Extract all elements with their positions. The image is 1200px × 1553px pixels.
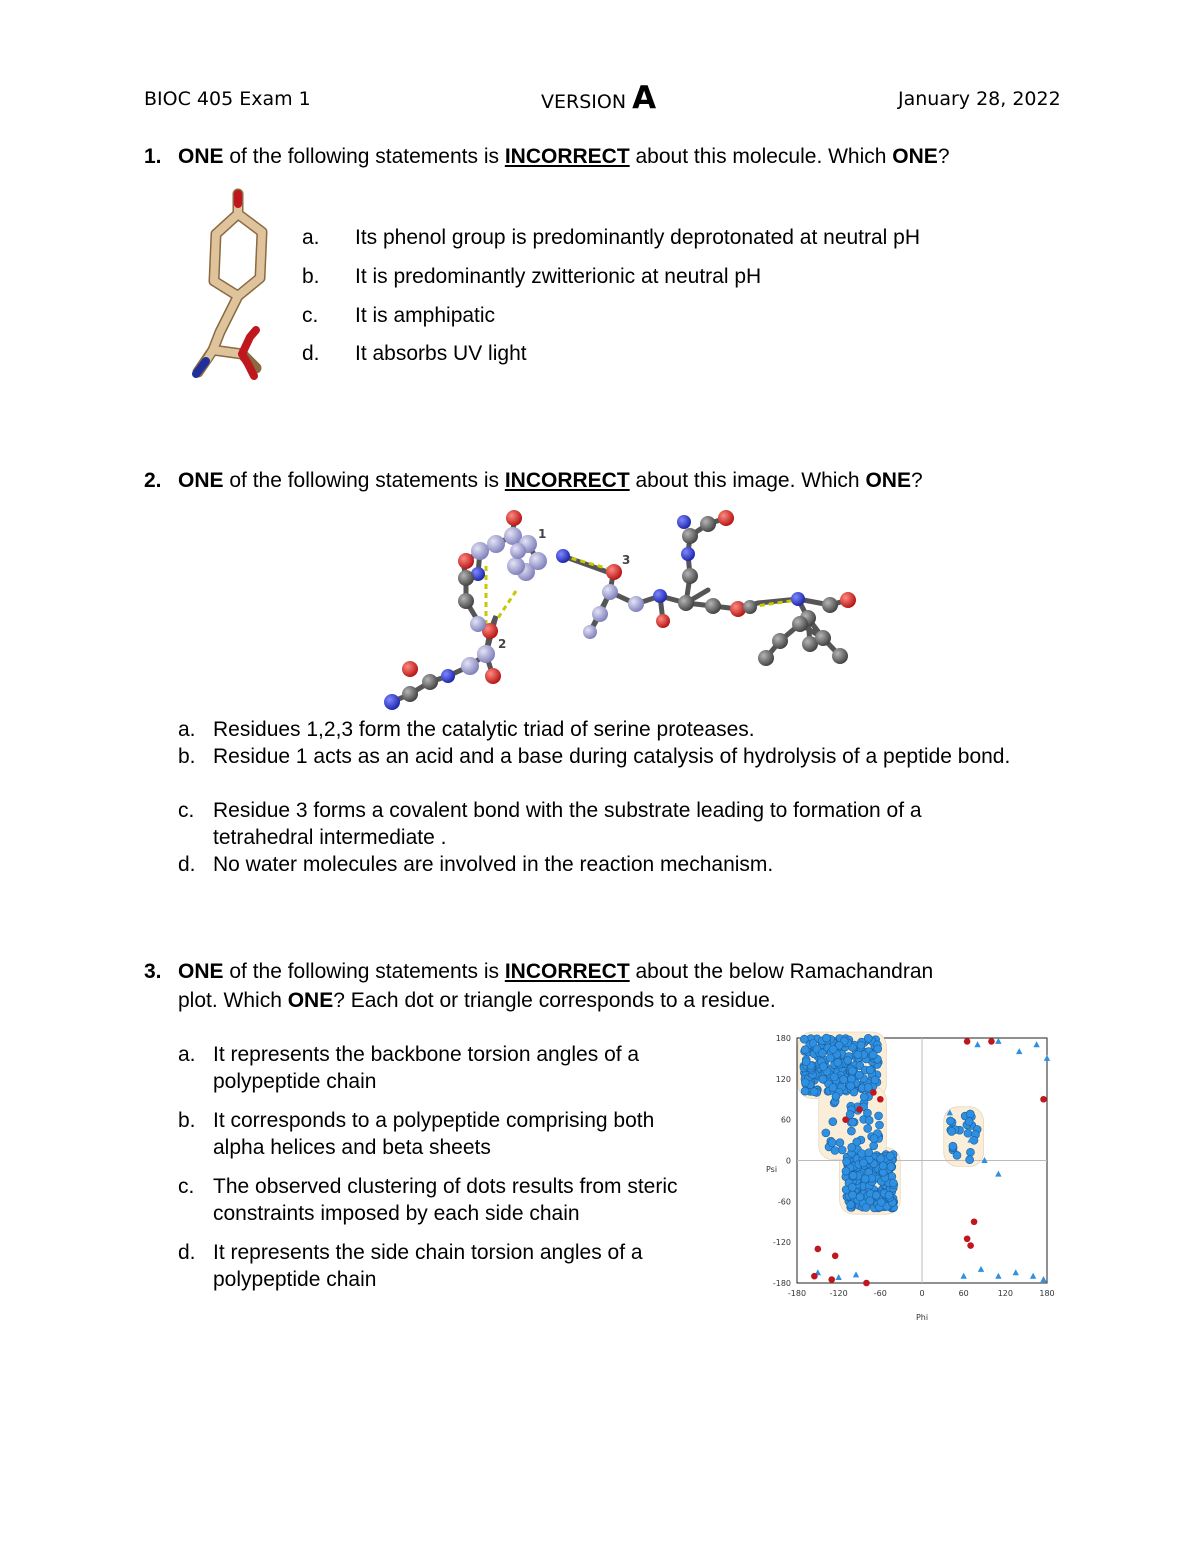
residue-point [966,1156,974,1164]
residue-point [822,1129,830,1137]
residue-point [829,1084,837,1092]
outlier-point [842,1116,849,1123]
stem-text: ? [937,145,950,168]
option-letter: b. [302,265,320,288]
emphasis-incorrect: INCORRECT [504,145,630,168]
residue-point [953,1151,961,1159]
residue-point [857,1041,865,1049]
residue-point [885,1191,893,1199]
option-letter: b. [178,1109,196,1132]
q2-option-d[interactable] [178,851,1058,878]
residue-point [875,1121,883,1129]
residue-point [946,1117,954,1125]
catalytic-triad-image [378,506,868,711]
residue-point [847,1082,855,1090]
emphasis-one: ONE [892,145,938,168]
residue-point [864,1034,872,1042]
version-letter: A [632,80,657,116]
option-text: It absorbs UV light [355,342,527,365]
residue-point [866,1066,874,1074]
option-text-line-2: constraints imposed by each side chain [213,1202,580,1225]
residue-point [863,1109,871,1117]
option-letter: b. [178,745,196,768]
residue-point [877,1198,885,1206]
residue-point [849,1118,857,1126]
option-text: It is amphipatic [355,304,496,327]
x-tick-label: -120 [829,1289,848,1298]
residue-point [870,1142,878,1150]
option-letter: c. [178,799,195,822]
y-tick-label: 180 [775,1034,791,1043]
question-number: 3. [144,960,162,983]
residue-point [848,1067,856,1075]
stem-text: ? Each dot or triangle corresponds to a residue. [333,989,776,1012]
residue-point [847,1201,855,1209]
residue-point [886,1152,894,1160]
emphasis-one: ONE [865,469,911,492]
version-label [541,80,656,116]
version-prefix: VERSION [541,91,633,113]
option-text: No water molecules are involved in the reaction mechanism. [213,853,774,876]
option-letter: a. [178,718,196,741]
question-2-stem [144,466,923,495]
residue-point [966,1110,974,1118]
residue-point [836,1139,844,1147]
option-text-line-2: polypeptide chain [213,1070,377,1093]
option-text: Residue 3 forms a covalent bond with the substrate leading to formation of a tetrahedral intermediate . [213,799,922,849]
residue-point [966,1148,974,1156]
residue-label-1: 1 [538,527,547,541]
y-tick-label: -120 [772,1238,791,1248]
y-axis-label: Psi [766,1165,778,1174]
residue-point [842,1167,850,1175]
option-text-line-2: alpha helices and beta sheets [213,1136,491,1159]
tyrosine-molecule-image [168,182,298,392]
option-text-line-1: It corresponds to a polypeptide comprising both [213,1109,655,1132]
residue-point [826,1054,834,1062]
stem-text: ? [910,469,923,492]
residue-point [801,1087,809,1095]
residue-point [869,1051,877,1059]
question-3-stem-line-2 [178,986,776,1015]
y-tick-label: 0 [785,1156,791,1166]
residue-point [870,1135,878,1143]
residue-point [818,1049,826,1057]
residue-point [801,1078,809,1086]
q3-option-c[interactable] [178,1173,718,1227]
option-letter: c. [302,304,319,327]
residue-point [802,1058,810,1066]
residue-point [861,1175,869,1183]
y-tick-label: -60 [777,1197,791,1207]
residue-point [864,1083,872,1091]
outlier-point [870,1089,877,1096]
option-letter: c. [178,1175,195,1198]
residue-point [948,1127,956,1135]
option-text-line-2: polypeptide chain [213,1268,377,1291]
residue-point [856,1193,864,1201]
residue-point [848,1075,856,1083]
residue-point [858,1150,866,1158]
residue-point [865,1116,873,1124]
outlier-point [964,1235,971,1242]
residue-point [847,1127,855,1135]
outlier-point [971,1218,978,1225]
outlier-point [832,1252,839,1259]
outlier-point [828,1276,835,1283]
outlier-point [964,1038,971,1045]
residue-point [965,1118,973,1126]
stem-text: of the following statements is [223,145,505,168]
residue-point [875,1112,883,1120]
stem-text: of the following statements is [223,960,505,983]
ramachandran-plot [752,1030,1072,1330]
emphasis-incorrect: INCORRECT [504,469,630,492]
option-text-line-1: It represents the backbone torsion angles of a [213,1043,640,1066]
residue-point [866,1197,874,1205]
outlier-point [815,1246,822,1253]
option-letter: d. [178,853,196,876]
residue-point [849,1191,857,1199]
emphasis-incorrect: INCORRECT [504,960,630,983]
option-letter: a. [302,226,320,249]
option-text: Residues 1,2,3 form the catalytic triad of serine proteases. [213,718,755,741]
residue-point [830,1073,838,1081]
question-3-stem [144,957,933,986]
option-text-line-1: The observed clustering of dots results from steric [213,1175,678,1198]
residue-point [810,1088,818,1096]
residue-point [822,1034,830,1042]
question-number: 1. [144,145,162,168]
residue-point [800,1035,808,1043]
x-tick-label: -60 [873,1289,887,1298]
outlier-point [863,1280,870,1287]
outlier-point [877,1096,884,1103]
residue-point [854,1051,862,1059]
residue-point [848,1143,856,1151]
y-tick-label: 120 [775,1074,791,1084]
residue-point [834,1059,842,1067]
stem-text: plot. Which [178,989,288,1012]
residue-point [860,1093,868,1101]
y-tick-label: -180 [772,1279,791,1288]
exam-date: January 28, 2022 [898,88,1061,110]
emphasis-one: ONE [178,960,224,983]
residue-point [819,1075,827,1083]
residue-point [859,1159,867,1167]
residue-point [887,1163,895,1171]
residue-point [844,1056,852,1064]
residue-point [865,1149,873,1157]
q2-option-c[interactable] [178,797,1058,851]
question-1-stem [144,142,950,171]
residue-point [819,1063,827,1071]
residue-point [801,1046,809,1054]
residue-point [879,1162,887,1170]
option-letter: d. [178,1241,196,1264]
residue-label-2: 2 [498,637,507,651]
residue-point [871,1076,879,1084]
q2-option-b[interactable] [178,743,1058,770]
emphasis-one: ONE [287,989,334,1012]
residue-point [849,1172,857,1180]
question-number: 2. [144,469,162,492]
residue-point [829,1118,837,1126]
residue-point [855,1071,863,1079]
option-text: Residue 1 acts as an acid and a base during catalysis of hydrolysis of a peptide bond. [213,745,1011,768]
stem-text: of the following statements is [223,469,505,492]
residue-point [889,1179,897,1187]
residue-point [831,1147,839,1155]
stem-text: about this image. Which [629,469,866,492]
residue-point [829,1045,837,1053]
emphasis-one: ONE [178,145,224,168]
option-text: It is predominantly zwitterionic at neutral pH [355,265,762,288]
stem-text: about the below Ramachandran [629,960,934,983]
option-text: Its phenol group is predominantly deprotonated at neutral pH [355,226,921,249]
option-letter: a. [178,1043,196,1066]
x-tick-label: -180 [787,1289,807,1298]
residue-point [964,1129,972,1137]
residue-point [843,1158,851,1166]
outlier-point [1040,1096,1047,1103]
outlier-point [811,1273,818,1280]
x-axis-label: Phi [915,1313,929,1322]
x-tick-label: 180 [1039,1289,1055,1298]
residue-point [848,1183,856,1191]
residue-point [877,1155,885,1163]
emphasis-one: ONE [178,469,224,492]
x-tick-label: 0 [919,1289,925,1298]
x-tick-label: 60 [958,1289,969,1298]
residue-point [828,1139,836,1147]
residue-label-3: 3 [622,553,631,567]
residue-point [832,1092,840,1100]
q3-option-a[interactable] [178,1041,718,1095]
option-letter: d. [302,342,320,365]
residue-point [949,1142,957,1150]
residue-point [838,1146,846,1154]
q2-option-a[interactable] [178,716,1058,743]
residue-point [872,1191,880,1199]
outlier-point [856,1106,863,1113]
y-tick-label: 60 [780,1115,791,1125]
outlier-point [988,1038,995,1045]
outlier-point [967,1242,974,1249]
option-text-line-1: It represents the side chain torsion angles of a [213,1241,643,1264]
residue-point [840,1075,848,1083]
q3-option-b[interactable] [178,1107,718,1161]
residue-point [864,1125,872,1133]
q3-option-d[interactable] [178,1239,718,1293]
x-tick-label: 120 [997,1289,1013,1298]
course-title: BIOC 405 Exam 1 [144,88,311,110]
stem-text: about this molecule. Which [629,145,893,168]
